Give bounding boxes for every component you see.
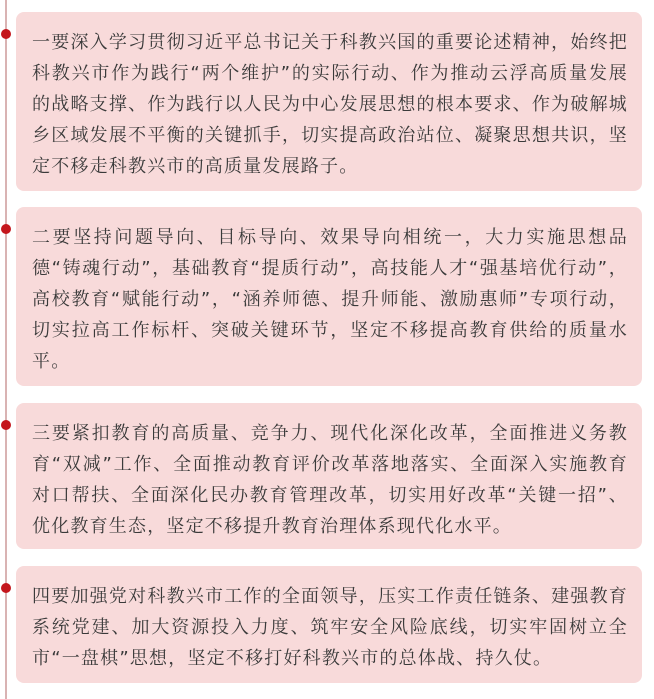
timeline-dot-icon <box>1 29 11 39</box>
timeline-dot-icon <box>1 583 11 593</box>
paragraph-text-4: 四要加强党对科教兴市工作的全面领导，压实工作责任链条、建强教育系统党建、加大资源投入力度、筑牢安全风险底线，切实牢固树立全市“一盘棋”思想，坚定不移打好科教兴市的总体战、持久仗。 <box>32 586 628 669</box>
paragraph-card-1 <box>16 12 642 191</box>
paragraph-card-4 <box>16 566 642 683</box>
timeline-dot-icon <box>1 420 11 430</box>
paragraph-text-2: 二要坚持问题导向、目标导向、效果导向相统一，大力实施思想品德“铸魂行动”，基础教育“提质行动”，高技能人才“强基培优行动”，高校教育“赋能行动”，“涵养师德、提升师能、激励惠师”专项行动，切实拉高工作标杆、突破关键环节，坚定不移提高教育供给的质量水平。 <box>32 227 628 372</box>
paragraph-card-2 <box>16 207 642 386</box>
timeline-dot-icon <box>1 224 11 234</box>
paragraph-text-1: 一要深入学习贯彻习近平总书记关于科教兴国的重要论述精神，始终把科教兴市作为践行“两个维护”的实际行动、作为推动云浮高质量发展的战略支撑、作为践行以人民为中心发展思想的根本要求、作为破解城乡区域发展不平衡的关键抓手，切实提高政治站位、凝聚思想共识，坚定不移走科教兴市的高质量发展路子。 <box>32 32 628 177</box>
timeline-line <box>5 0 7 699</box>
paragraph-card-3 <box>16 403 642 549</box>
paragraph-text-3: 三要紧扣教育的高质量、竞争力、现代化深化改革，全面推进义务教育“双减”工作、全面推动教育评价改革落地落实、全面深入实施教育对口帮扶、全面深化民办教育管理改革，切实用好改革“关键一招”、优化教育生态，坚定不移提升教育治理体系现代化水平。 <box>32 423 628 537</box>
